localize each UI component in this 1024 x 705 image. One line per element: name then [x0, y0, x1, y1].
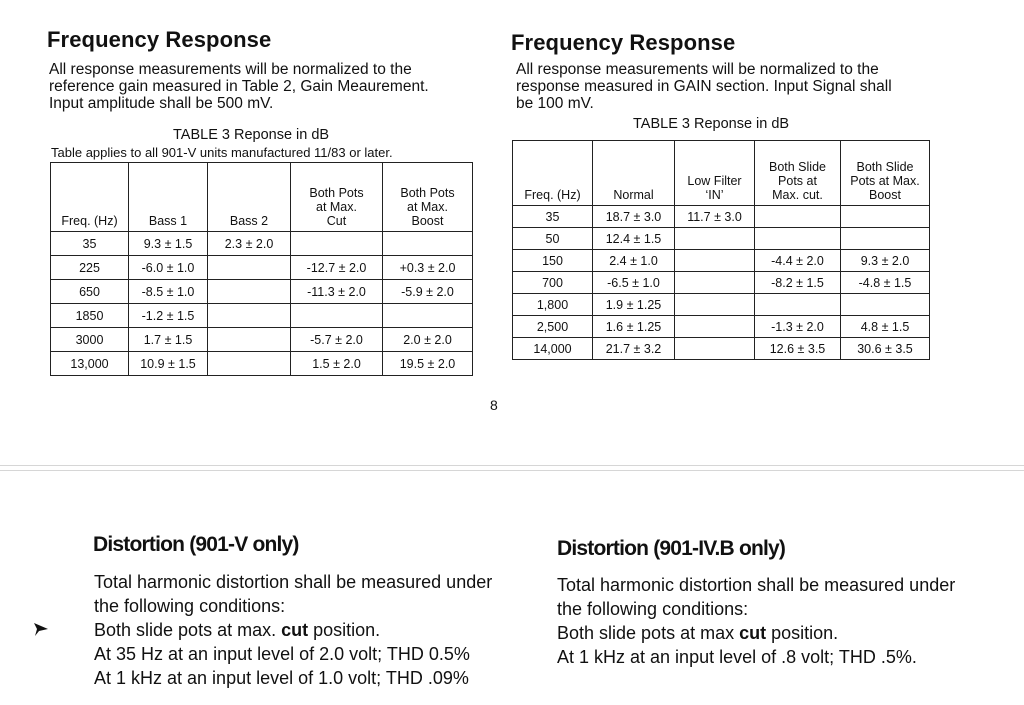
- table-header-cell: Freq. (Hz): [51, 163, 129, 232]
- left-applies-note: Table applies to all 901-V units manufactured 11/83 or later.: [51, 145, 393, 160]
- table-cell: -8.5 ± 1.0: [129, 280, 208, 304]
- table-cell: [755, 206, 841, 228]
- table-cell: +0.3 ± 2.0: [383, 256, 473, 280]
- right-response-table: [512, 140, 930, 360]
- distortion-line: Total harmonic distortion shall be measured under: [557, 575, 956, 595]
- table-cell: 14,000: [513, 338, 593, 360]
- right-intro-line: All response measurements will be normalized to the: [516, 61, 879, 78]
- table-row: [513, 338, 930, 360]
- table-cell: 1.9 ± 1.25: [593, 294, 675, 316]
- table-cell: [675, 338, 755, 360]
- distortion-line: At 1 kHz at an input level of 1.0 volt; THD .09%: [94, 668, 469, 688]
- table-row: [513, 316, 930, 338]
- table-cell: [755, 228, 841, 250]
- distortion-line: the following conditions:: [557, 599, 749, 619]
- distortion-left-title: Distortion (901-V only): [93, 533, 299, 556]
- table-cell: [208, 328, 291, 352]
- table-cell: 150: [513, 250, 593, 272]
- distortion-right-body: [557, 573, 1007, 669]
- page-number: 8: [490, 397, 498, 413]
- table-row: [513, 206, 930, 228]
- table-header-cell: Freq. (Hz): [513, 141, 593, 206]
- right-table-caption: TABLE 3 Reponse in dB: [633, 116, 790, 132]
- table-row: [513, 272, 930, 294]
- table-cell: 4.8 ± 1.5: [841, 316, 930, 338]
- table-cell: 21.7 ± 3.2: [593, 338, 675, 360]
- table-cell: 700: [513, 272, 593, 294]
- table-cell: [675, 316, 755, 338]
- table-cell: -8.2 ± 1.5: [755, 272, 841, 294]
- table-cell: 2,500: [513, 316, 593, 338]
- table-row: [513, 228, 930, 250]
- table-row: [51, 328, 473, 352]
- page-divider: [0, 465, 1024, 466]
- distortion-line: Both slide pots at max cut position.: [557, 623, 839, 643]
- table-cell: -5.7 ± 2.0: [291, 328, 383, 352]
- table-cell: -6.5 ± 1.0: [593, 272, 675, 294]
- distortion-right-title: Distortion (901-IV.B only): [557, 537, 786, 560]
- table-header-cell: Low Filter ‘IN’: [675, 141, 755, 206]
- left-table-caption: TABLE 3 Reponse in dB: [173, 127, 330, 143]
- page-divider: [0, 470, 1024, 471]
- table-header-cell: Bass 2: [208, 163, 291, 232]
- right-intro-text: [516, 61, 956, 112]
- table-cell: 9.3 ± 1.5: [129, 232, 208, 256]
- left-intro-line: reference gain measured in Table 2, Gain Meaurement.: [49, 78, 429, 95]
- table-row: [51, 256, 473, 280]
- left-section-title: Frequency Response: [47, 27, 272, 52]
- table-row: [51, 280, 473, 304]
- table-cell: 9.3 ± 2.0: [841, 250, 930, 272]
- table-cell: 12.6 ± 3.5: [755, 338, 841, 360]
- table-cell: -12.7 ± 2.0: [291, 256, 383, 280]
- table-cell: [675, 228, 755, 250]
- table-row: [513, 294, 930, 316]
- table-cell: [675, 294, 755, 316]
- table-cell: 19.5 ± 2.0: [383, 352, 473, 376]
- table-cell: 10.9 ± 1.5: [129, 352, 208, 376]
- table-cell: -1.2 ± 1.5: [129, 304, 208, 328]
- table-header-row: [513, 141, 930, 206]
- table-cell: [755, 294, 841, 316]
- table-cell: 1.5 ± 2.0: [291, 352, 383, 376]
- table-cell: 3000: [51, 328, 129, 352]
- table-cell: [291, 304, 383, 328]
- table-cell: [208, 256, 291, 280]
- left-intro-line: All response measurements will be normalized to the: [49, 61, 412, 78]
- table-cell: 30.6 ± 3.5: [841, 338, 930, 360]
- table-cell: 13,000: [51, 352, 129, 376]
- table-header-cell: Bass 1: [129, 163, 208, 232]
- table-cell: [841, 206, 930, 228]
- left-response-table: [50, 162, 473, 376]
- table-cell: -4.4 ± 2.0: [755, 250, 841, 272]
- right-intro-line: be 100 mV.: [516, 95, 594, 112]
- distortion-line: Both slide pots at max. cut position.: [94, 620, 381, 640]
- table-cell: [208, 304, 291, 328]
- table-cell: [208, 352, 291, 376]
- table-cell: [841, 228, 930, 250]
- table-cell: 1.7 ± 1.5: [129, 328, 208, 352]
- table-cell: 650: [51, 280, 129, 304]
- table-row: [513, 250, 930, 272]
- distortion-line: At 1 kHz at an input level of .8 volt; THD .5%.: [557, 647, 917, 667]
- table-cell: 2.0 ± 2.0: [383, 328, 473, 352]
- distortion-line: Total harmonic distortion shall be measured under: [94, 572, 493, 592]
- table-cell: 1850: [51, 304, 129, 328]
- table-cell: [383, 232, 473, 256]
- table-cell: 12.4 ± 1.5: [593, 228, 675, 250]
- table-header-cell: Both Pots at Max. Boost: [383, 163, 473, 232]
- table-header-cell: Normal: [593, 141, 675, 206]
- table-cell: 35: [513, 206, 593, 228]
- distortion-left-body: [94, 570, 534, 690]
- arrow-marker-icon: [33, 620, 49, 636]
- table-row: [51, 304, 473, 328]
- table-cell: 11.7 ± 3.0: [675, 206, 755, 228]
- table-cell: -11.3 ± 2.0: [291, 280, 383, 304]
- table-cell: [291, 232, 383, 256]
- table-cell: [208, 280, 291, 304]
- table-header-row: [51, 163, 473, 232]
- table-cell: 50: [513, 228, 593, 250]
- table-cell: 2.3 ± 2.0: [208, 232, 291, 256]
- right-section-title: Frequency Response: [511, 30, 736, 55]
- table-cell: -1.3 ± 2.0: [755, 316, 841, 338]
- distortion-line: the following conditions:: [94, 596, 286, 616]
- left-intro-text: [49, 61, 489, 112]
- table-cell: -4.8 ± 1.5: [841, 272, 930, 294]
- table-cell: 35: [51, 232, 129, 256]
- distortion-line: At 35 Hz at an input level of 2.0 volt; THD 0.5%: [94, 644, 470, 664]
- table-cell: 1,800: [513, 294, 593, 316]
- table-cell: [383, 304, 473, 328]
- right-intro-line: response measured in GAIN section. Input Signal shall: [516, 78, 892, 95]
- table-cell: -5.9 ± 2.0: [383, 280, 473, 304]
- table-cell: -6.0 ± 1.0: [129, 256, 208, 280]
- table-row: [51, 232, 473, 256]
- table-header-cell: Both Slide Pots at Max. Boost: [841, 141, 930, 206]
- table-cell: [841, 294, 930, 316]
- table-cell: 225: [51, 256, 129, 280]
- left-intro-line: Input amplitude shall be 500 mV.: [49, 95, 274, 112]
- table-cell: [675, 272, 755, 294]
- table-cell: 18.7 ± 3.0: [593, 206, 675, 228]
- table-cell: 1.6 ± 1.25: [593, 316, 675, 338]
- table-header-cell: Both Pots at Max. Cut: [291, 163, 383, 232]
- table-cell: 2.4 ± 1.0: [593, 250, 675, 272]
- table-header-cell: Both Slide Pots at Max. cut.: [755, 141, 841, 206]
- table-row: [51, 352, 473, 376]
- table-cell: [675, 250, 755, 272]
